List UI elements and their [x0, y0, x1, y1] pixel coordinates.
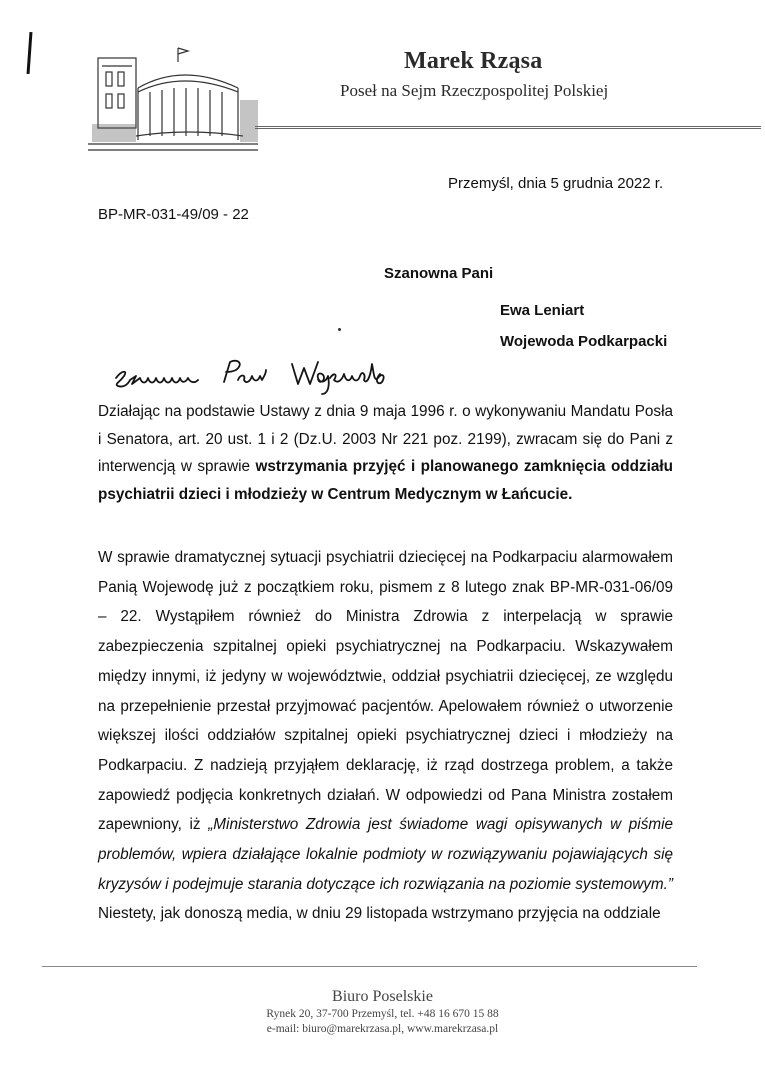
recipient-salutation: Szanowna Pani [384, 265, 494, 282]
header-divider [255, 126, 761, 129]
parliament-building-icon [88, 40, 263, 160]
paragraph-main-text: W sprawie dramatycznej sytuacji psychiatrii dziecięcej na Podkarpaciu alarmowałem Panią Wojewodę już z początkiem roku, pismem z 8 lutego znak BP-MR-031-06/09 – 22. Wystąpiłem również do Ministra Zdrowia z interpelacją w sprawie zabezpieczenia szpitalnej opieki psychiatrycznej na Podkarpaciu. Wskazywałem między innymi, iż jedyny w województwie, oddział psychiatrii dziecięcej, ze względu na przepełnienie przestał przyjmować pacjentów. Apelowałem również o utworzenie większej ilości oddziałów szpitalnej opieki psychiatrycznej dzieci i młodzieży na Podkarpaciu. Z nadzieją przyjąłem deklarację, iż rząd dostrzega problem, a także zapowiedź podjęcia konkretnych działań. W odpowiedzi od Pana Ministra zostałem zapewniony, iż [98, 549, 673, 834]
handwritten-greeting-signature [112, 354, 392, 396]
ministry-quote: „Ministerstwo Zdrowia jest świadome wagi opisywanych w piśmie problemów, wpiera działające lokalnie podmioty w rozwiązywaniu pojawiających się kryzysów i podejmuje starania dotyczące ich rozwiązania na poziomie systemowym.” [98, 816, 673, 893]
margin-pen-mark [27, 32, 33, 74]
footer-address: Rynek 20, 37-700 Przemyśl, tel. +48 16 670 15 88 [266, 1008, 499, 1020]
recipient-role: Wojewoda Podkarpacki [500, 333, 668, 350]
paragraph-main-continuation: Niestety, jak donoszą media, w dniu 29 listopada wstrzymano przyjęcia na oddziale [98, 905, 661, 923]
paragraph-intro-text: Działając na podstawie Ustawy z dnia 9 maja 1996 r. o wykonywaniu Mandatu Posła i Senatora, art. 20 ust. 1 i 2 (Dz.U. 2003 Nr 221 poz. 2199), zwracam się do Pani z interwencją w sprawie [98, 403, 673, 476]
stray-dot [338, 328, 341, 331]
paragraph-main [98, 543, 673, 929]
reference-number: BP-MR-031-49/09 - 22 [98, 206, 249, 223]
paragraph-intro [98, 398, 673, 508]
sender-name: Marek Rząsa [404, 48, 543, 74]
place-date: Przemyśl, dnia 5 grudnia 2022 r. [448, 175, 664, 192]
sender-title: Poseł na Sejm Rzeczpospolitej Polskiej [340, 81, 609, 100]
paragraph-intro-bold: wstrzymania przyjęć i planowanego zamknięcia oddziału psychiatrii dzieci i młodzieży w Centrum Medycznym w Łańcucie. [98, 458, 673, 503]
footer-divider [42, 966, 697, 967]
footer-contact: e-mail: biuro@marekrzasa.pl, www.marekrzasa.pl [266, 1023, 499, 1035]
recipient-name: Ewa Leniart [500, 302, 585, 319]
footer-office-title: Biuro Poselskie [332, 988, 433, 1005]
